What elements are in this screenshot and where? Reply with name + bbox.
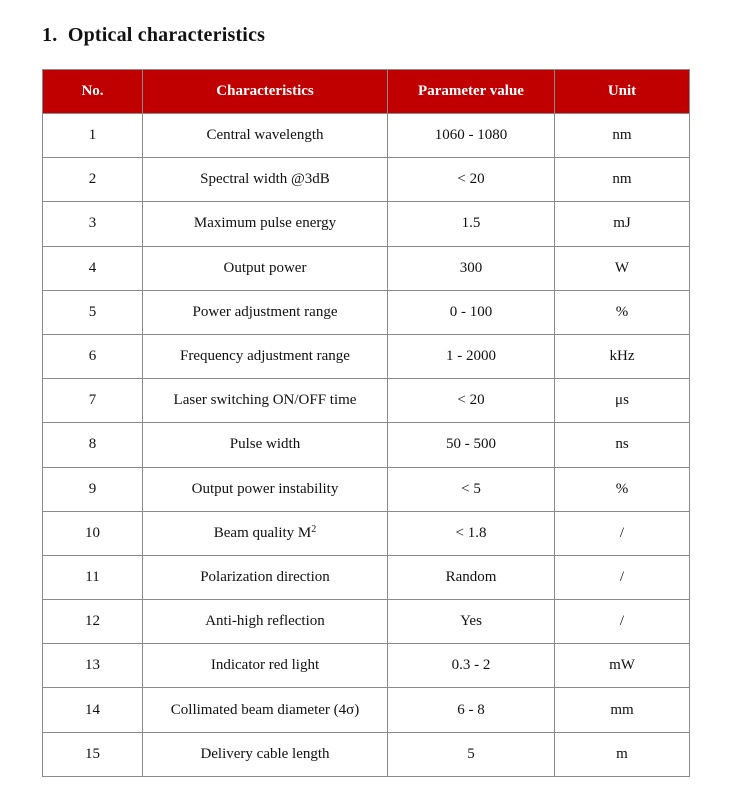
cell-parameter-value — [388, 467, 555, 511]
section-number: 1. — [42, 24, 58, 46]
cell-no — [43, 114, 143, 158]
cell-parameter-value — [388, 158, 555, 202]
cell-no — [43, 423, 143, 467]
cell-no — [43, 600, 143, 644]
table-row — [43, 600, 690, 644]
cell-parameter-value-text: 300 — [459, 259, 483, 276]
cell-characteristic-text: Central wavelength — [206, 127, 324, 144]
cell-unit — [555, 688, 690, 732]
cell-parameter-value-text: 50 - 500 — [446, 436, 496, 453]
cell-unit — [555, 467, 690, 511]
table-header-row — [43, 70, 690, 114]
cell-unit — [555, 334, 690, 378]
cell-characteristic — [143, 334, 388, 378]
cell-characteristic-text: Maximum pulse energy — [193, 215, 337, 232]
cell-no-text: 5 — [88, 303, 97, 320]
cell-parameter-value — [388, 644, 555, 688]
cell-unit — [555, 423, 690, 467]
cell-unit-text: ns — [615, 436, 629, 453]
header-parameter-value: Parameter value — [388, 70, 555, 114]
cell-parameter-value-text: < 1.8 — [455, 524, 487, 541]
cell-characteristic — [143, 688, 388, 732]
cell-parameter-value — [388, 246, 555, 290]
cell-no — [43, 732, 143, 776]
header-unit: Unit — [555, 70, 690, 114]
cell-characteristic — [143, 290, 388, 334]
cell-parameter-value-text: 1060 - 1080 — [434, 127, 508, 144]
cell-no — [43, 246, 143, 290]
table-row — [43, 334, 690, 378]
cell-characteristic-text: Polarization direction — [200, 568, 330, 585]
cell-no-text: 10 — [85, 524, 100, 541]
cell-no-text: 12 — [85, 613, 100, 630]
table-row — [43, 114, 690, 158]
cell-parameter-value — [388, 600, 555, 644]
cell-unit — [555, 511, 690, 555]
cell-parameter-value-text: 1.5 — [461, 215, 481, 232]
cell-no — [43, 379, 143, 423]
cell-parameter-value — [388, 379, 555, 423]
cell-characteristic — [143, 511, 388, 555]
cell-no — [43, 290, 143, 334]
table-row — [43, 423, 690, 467]
cell-characteristic-text: Output power instability — [191, 480, 339, 497]
cell-parameter-value-text: 1 - 2000 — [446, 348, 496, 365]
cell-unit-text: / — [619, 568, 625, 585]
cell-parameter-value-text: < 5 — [461, 480, 481, 497]
table-body — [43, 114, 690, 777]
superscript: 2 — [311, 523, 317, 535]
cell-unit — [555, 732, 690, 776]
cell-parameter-value-text: 6 - 8 — [457, 701, 485, 718]
cell-unit-text: m — [616, 745, 628, 762]
header-no: No. — [43, 70, 143, 114]
cell-unit-text: mJ — [613, 215, 631, 232]
table-row — [43, 202, 690, 246]
cell-parameter-value-text: 0.3 - 2 — [451, 657, 491, 674]
cell-characteristic — [143, 555, 388, 599]
table-row — [43, 246, 690, 290]
table-row — [43, 158, 690, 202]
cell-unit-text: nm — [612, 171, 632, 188]
cell-no — [43, 334, 143, 378]
cell-unit-text: W — [614, 259, 630, 276]
cell-characteristic — [143, 158, 388, 202]
cell-no-text: 4 — [88, 259, 97, 276]
cell-characteristic-text: Beam quality M — [213, 524, 312, 541]
cell-characteristic-text: Frequency adjustment range — [180, 348, 350, 365]
cell-unit — [555, 600, 690, 644]
cell-no — [43, 688, 143, 732]
cell-no-text: 15 — [85, 745, 100, 762]
cell-no — [43, 467, 143, 511]
cell-parameter-value-text: 5 — [467, 745, 475, 762]
cell-characteristic-text: Indicator red light — [210, 657, 320, 674]
cell-parameter-value — [388, 423, 555, 467]
table-row — [43, 555, 690, 599]
cell-characteristic — [143, 246, 388, 290]
table-row — [43, 644, 690, 688]
cell-no-text: 3 — [88, 215, 97, 232]
cell-unit-text: kHz — [609, 348, 635, 365]
cell-no — [43, 555, 143, 599]
cell-unit — [555, 114, 690, 158]
cell-parameter-value-text: < 20 — [457, 171, 485, 188]
cell-characteristic — [143, 423, 388, 467]
section-title — [42, 24, 265, 47]
header-characteristics: Characteristics — [143, 70, 388, 114]
cell-parameter-value-text: 0 - 100 — [449, 303, 493, 320]
cell-no-text: 11 — [85, 568, 100, 585]
table-row — [43, 467, 690, 511]
cell-unit-text: nm — [612, 127, 632, 144]
cell-unit-text: mW — [609, 657, 635, 674]
cell-unit — [555, 158, 690, 202]
cell-unit — [555, 290, 690, 334]
cell-unit — [555, 379, 690, 423]
cell-no-text: 2 — [88, 171, 97, 188]
cell-parameter-value-text: Random — [445, 568, 497, 585]
table-row — [43, 732, 690, 776]
cell-no-text: 13 — [85, 657, 100, 674]
cell-characteristic-text: Laser switching ON/OFF time — [173, 392, 357, 409]
cell-characteristic-text: Spectral width @3dB — [200, 171, 330, 188]
cell-characteristic — [143, 379, 388, 423]
cell-parameter-value-text: Yes — [460, 613, 482, 630]
section-title-text: Optical characteristics — [67, 24, 266, 46]
cell-unit — [555, 644, 690, 688]
cell-parameter-value-text: < 20 — [457, 392, 485, 409]
cell-no-text: 1 — [88, 127, 97, 144]
cell-parameter-value — [388, 290, 555, 334]
cell-unit-text: μs — [615, 392, 629, 409]
cell-no-text: 9 — [88, 480, 97, 497]
cell-characteristic — [143, 114, 388, 158]
cell-no — [43, 158, 143, 202]
cell-no — [43, 202, 143, 246]
cell-unit-text: / — [619, 524, 625, 541]
cell-unit-text: / — [619, 613, 625, 630]
cell-characteristic — [143, 732, 388, 776]
cell-unit — [555, 246, 690, 290]
cell-no-text: 8 — [88, 436, 97, 453]
cell-parameter-value — [388, 114, 555, 158]
cell-parameter-value — [388, 511, 555, 555]
cell-characteristic — [143, 644, 388, 688]
cell-parameter-value — [388, 688, 555, 732]
table-row — [43, 290, 690, 334]
cell-no — [43, 644, 143, 688]
cell-unit-text: % — [615, 480, 629, 497]
cell-characteristic-text: Output power — [223, 259, 307, 276]
cell-characteristic — [143, 467, 388, 511]
cell-parameter-value — [388, 555, 555, 599]
cell-parameter-value — [388, 334, 555, 378]
cell-parameter-value — [388, 202, 555, 246]
cell-characteristic-text: Power adjustment range — [192, 303, 338, 320]
cell-unit-text: mm — [610, 701, 634, 718]
cell-no-text: 6 — [88, 348, 97, 365]
cell-characteristic-text: Collimated beam diameter (4σ) — [170, 701, 360, 718]
cell-no — [43, 511, 143, 555]
table-row — [43, 688, 690, 732]
cell-unit — [555, 202, 690, 246]
cell-no-text: 7 — [88, 392, 97, 409]
cell-unit — [555, 555, 690, 599]
cell-characteristic-text: Anti-high reflection — [205, 613, 325, 630]
cell-characteristic — [143, 600, 388, 644]
cell-unit-text: % — [615, 303, 629, 320]
table-row — [43, 379, 690, 423]
cell-characteristic — [143, 202, 388, 246]
cell-characteristic-text: Delivery cable length — [200, 745, 330, 762]
cell-parameter-value — [388, 732, 555, 776]
optical-characteristics-table — [42, 69, 690, 777]
cell-no-text: 14 — [85, 701, 100, 718]
table-row — [43, 511, 690, 555]
cell-characteristic-text: Pulse width — [229, 436, 301, 453]
